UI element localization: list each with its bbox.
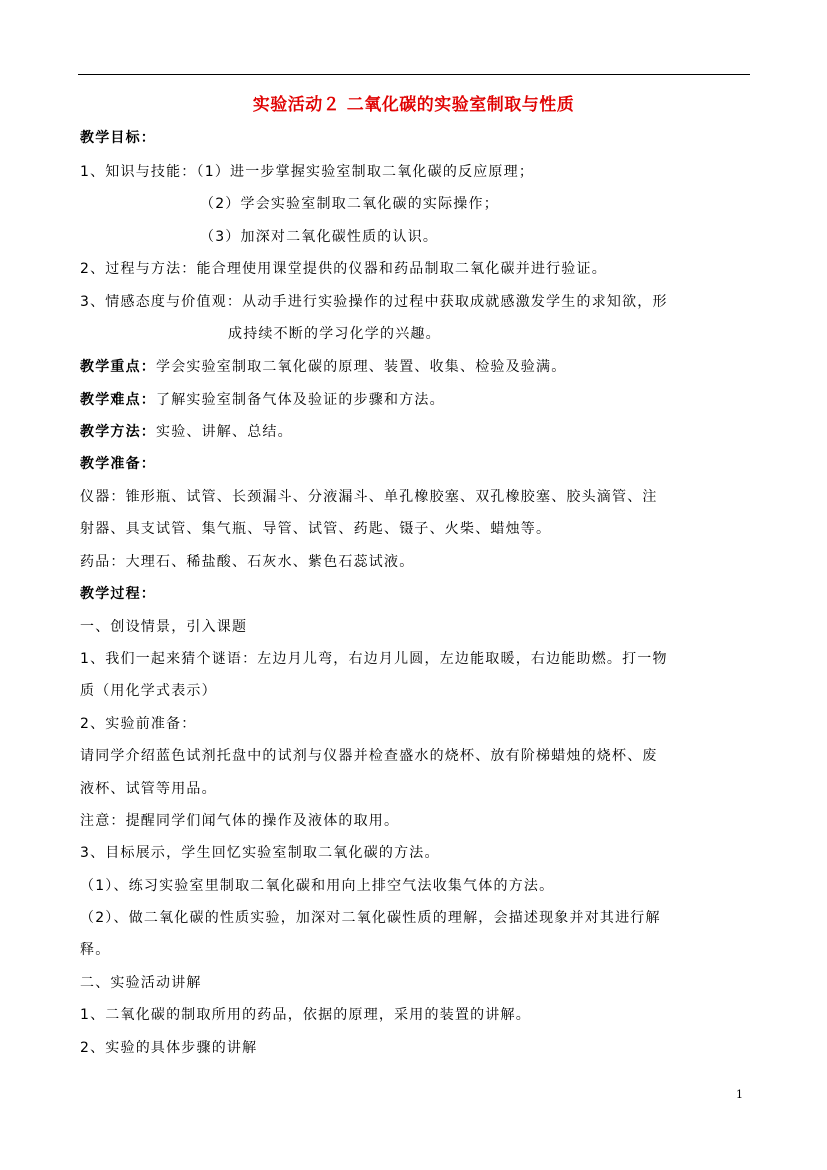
explain-item-1: 1、二氧化碳的制取所用的药品，依据的原理，采用的装置的讲解。: [80, 1007, 531, 1023]
prep-heading: 教学准备：: [80, 456, 156, 472]
objective-1: 1、知识与技能：（1）进一步掌握实验室制取二氧化碳的反应原理；: [80, 164, 535, 180]
difficulty-text: 了解实验室制备气体及验证的步骤和方法。: [156, 392, 445, 408]
method: [80, 422, 750, 442]
difficulty: [80, 390, 750, 410]
goal-step: 3、目标展示，学生回忆实验室制取二氧化碳的方法。: [80, 845, 440, 861]
goal-item-2b: 释。: [80, 942, 111, 958]
method-label: 教学方法：: [80, 424, 156, 440]
header-rule: [78, 74, 750, 75]
objective-3: 3、情感态度与价值观：从动手进行实验操作的过程中获取成就感激发学生的求知欲，形: [80, 294, 668, 310]
objective-1c: （3）加深对二氧化碳性质的认识。: [200, 229, 439, 245]
goal-item-2: （2）、做二氧化碳的性质实验，加深对二氧化碳性质的理解，会描述现象并对其进行解: [80, 910, 661, 926]
prep-step-line-2: 液杯、试管等用品。: [80, 781, 217, 797]
explain-item-2: 2、实验的具体步骤的讲解: [80, 1040, 258, 1056]
note-line: 注意：提醒同学们闻气体的操作及液体的取用。: [80, 813, 400, 829]
prep-step: 2、实验前准备：: [80, 716, 197, 732]
key-point-label: 教学重点：: [80, 359, 156, 375]
objectives-heading: 教学目标：: [80, 130, 156, 146]
method-text: 实验、讲解、总结。: [156, 424, 293, 440]
key-point-text: 学会实验室制取二氧化碳的原理、装置、收集、检验及验满。: [156, 359, 567, 375]
instruments-line-2: 射器、具支试管、集气瓶、导管、试管、药匙、镊子、火柴、蜡烛等。: [80, 521, 552, 537]
goal-item-1: （1）、练习实验室里制取二氧化碳和用向上排空气法收集气体的方法。: [80, 878, 555, 894]
page-title: 实验活动２ 二氧化碳的实验室制取与性质: [252, 95, 575, 115]
objective-1b: （2）学会实验室制取二氧化碳的实际操作；: [200, 196, 499, 212]
prep-step-line-1: 请同学介绍蓝色试剂托盘中的试剂与仪器并检查盛水的烧杯、放有阶梯蜡烛的烧杯、废: [80, 748, 658, 764]
process-heading: 教学过程：: [80, 586, 156, 602]
instruments-line-1: 仪器：锥形瓶、试管、长颈漏斗、分液漏斗、单孔橡胶塞、双孔橡胶塞、胶头滴管、注: [80, 489, 658, 505]
riddle-line-2: 质（用化学式表示）: [80, 683, 217, 699]
objective-3b: 成持续不断的学习化学的兴趣。: [228, 326, 441, 342]
key-point: [80, 357, 750, 377]
page-number: 1: [736, 1088, 743, 1101]
section-2-heading: 二、实验活动讲解: [80, 975, 202, 991]
section-1-heading: 一、创设情景，引入课题: [80, 619, 248, 635]
difficulty-label: 教学难点：: [80, 392, 156, 408]
drugs-line: 药品：大理石、稀盐酸、石灰水、紫色石蕊试液。: [80, 554, 415, 570]
riddle-line-1: 1、我们一起来猜个谜语：左边月儿弯，右边月儿圆，左边能取暖，右边能助燃。打一物: [80, 651, 668, 667]
objective-2: 2、过程与方法：能合理使用课堂提供的仪器和药品制取二氧化碳并进行验证。: [80, 261, 607, 277]
